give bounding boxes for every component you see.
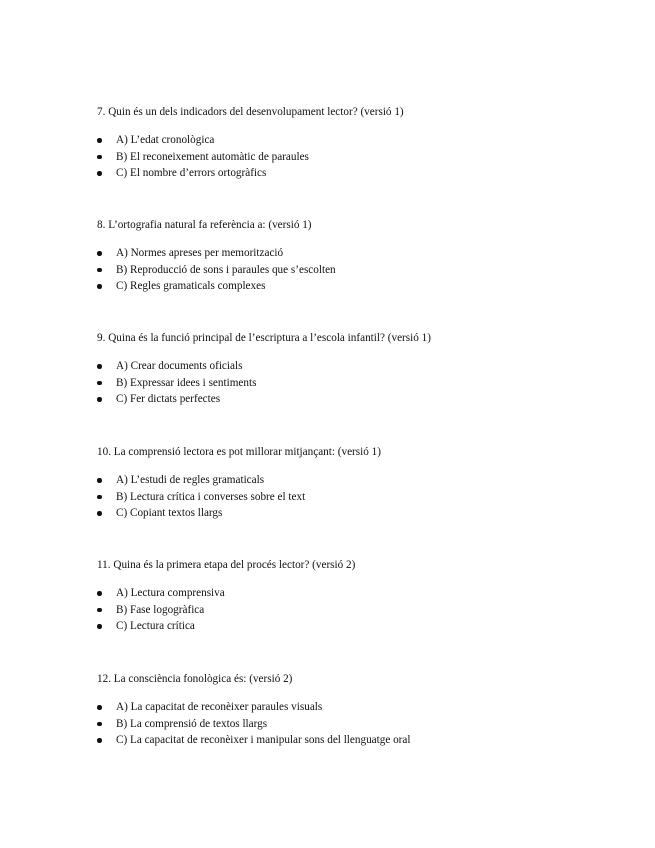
option-list xyxy=(97,585,637,635)
bullet-icon xyxy=(97,591,102,596)
bullet-icon xyxy=(97,608,102,613)
option-item xyxy=(97,585,637,602)
question-title: 9. Quina és la funció principal de l’escriptura a l’escola infantil? (versió 1) xyxy=(97,332,431,344)
option-list xyxy=(97,699,637,749)
option-list xyxy=(97,132,637,182)
option-item xyxy=(97,165,637,182)
bullet-icon xyxy=(97,364,102,369)
bullet-icon xyxy=(97,705,102,710)
option-text: B) Expressar idees i sentiments xyxy=(116,376,257,389)
option-item xyxy=(97,149,637,166)
option-text: C) Copiant textos llargs xyxy=(116,507,223,519)
bullet-icon xyxy=(97,722,102,727)
option-list xyxy=(97,358,637,408)
question-title: 8. L’ortografia natural fa referència a: (versió 1) xyxy=(97,219,312,231)
question-11 xyxy=(97,558,637,635)
bullet-icon xyxy=(97,268,102,273)
bullet-icon xyxy=(97,251,102,256)
bullet-icon xyxy=(97,495,102,500)
question-title: 10. La comprensió lectora es pot millorar mitjançant: (versió 1) xyxy=(97,446,381,458)
option-item xyxy=(97,278,637,295)
option-item xyxy=(97,489,637,506)
bullet-icon xyxy=(97,397,102,402)
option-item xyxy=(97,732,637,749)
option-text: C) Fer dictats perfectes xyxy=(116,393,221,405)
bullet-icon xyxy=(97,381,102,386)
question-8 xyxy=(97,218,637,295)
option-text: C) Lectura crítica xyxy=(116,620,195,632)
option-item xyxy=(97,245,637,262)
option-text: B) La comprensió de textos llargs xyxy=(116,717,268,730)
option-item xyxy=(97,602,637,619)
option-item xyxy=(97,618,637,635)
bullet-icon xyxy=(97,171,102,176)
option-text: B) Reproducció de sons i paraules que s’escolten xyxy=(116,263,336,276)
option-text: A) Lectura comprensiva xyxy=(116,587,225,599)
question-10 xyxy=(97,445,637,522)
question-9 xyxy=(97,331,637,408)
option-text: C) La capacitat de reconèixer i manipular sons del llenguatge oral xyxy=(116,734,411,746)
option-item xyxy=(97,505,637,522)
option-item xyxy=(97,375,637,392)
option-item xyxy=(97,716,637,733)
option-list xyxy=(97,245,637,295)
option-text: C) Regles gramaticals complexes xyxy=(116,280,266,292)
option-text: A) La capacitat de reconèixer paraules visuals xyxy=(116,701,323,713)
question-title: 11. Quina és la primera etapa del procés lector? (versió 2) xyxy=(97,559,356,571)
option-item xyxy=(97,262,637,279)
bullet-icon xyxy=(97,738,102,743)
option-item xyxy=(97,391,637,408)
bullet-icon xyxy=(97,624,102,629)
bullet-icon xyxy=(97,478,102,483)
option-text: A) L’estudi de regles gramaticals xyxy=(116,474,265,486)
bullet-icon xyxy=(97,138,102,143)
option-text: B) Fase logogràfica xyxy=(116,603,205,616)
option-item xyxy=(97,358,637,375)
option-item xyxy=(97,132,637,149)
option-text: A) L’edat cronològica xyxy=(116,134,215,146)
question-12 xyxy=(97,672,637,749)
option-item xyxy=(97,699,637,716)
option-text: B) Lectura crítica i converses sobre el text xyxy=(116,490,306,503)
question-title: 7. Quin és un dels indicadors del desenvolupament lector? (versió 1) xyxy=(97,106,404,118)
option-text: A) Normes apreses per memorització xyxy=(116,247,284,259)
option-text: A) Crear documents oficials xyxy=(116,360,243,372)
option-text: C) El nombre d’errors ortogràfics xyxy=(116,167,267,179)
option-item xyxy=(97,472,637,489)
option-list xyxy=(97,472,637,522)
bullet-icon xyxy=(97,155,102,160)
question-title: 12. La consciència fonològica és: (versió 2) xyxy=(97,673,293,685)
bullet-icon xyxy=(97,511,102,516)
bullet-icon xyxy=(97,284,102,289)
option-text: B) El reconeixement automàtic de paraules xyxy=(116,150,309,163)
question-7 xyxy=(97,105,637,182)
